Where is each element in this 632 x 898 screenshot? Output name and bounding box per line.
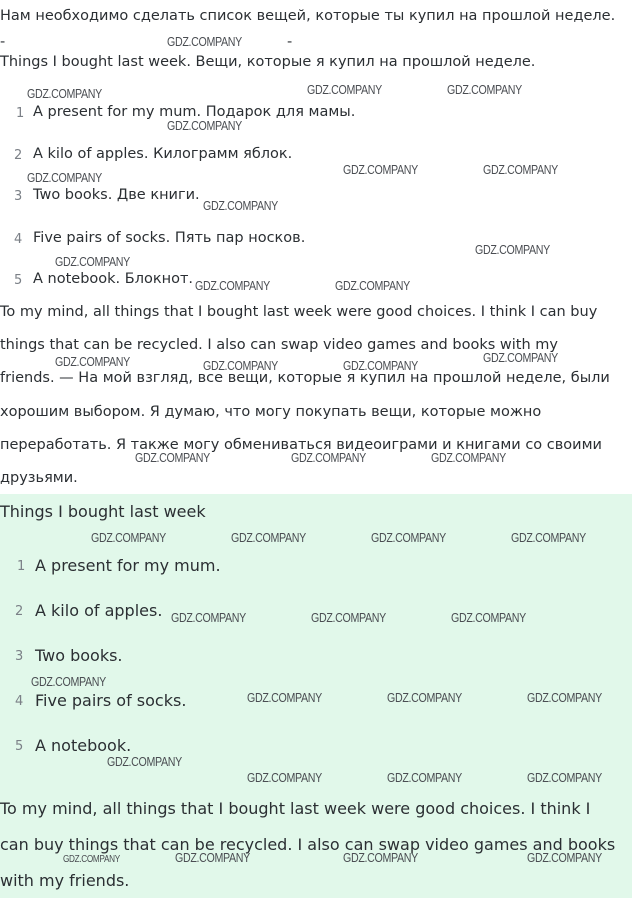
watermark: GDZ.COMPANY bbox=[527, 770, 602, 785]
watermark: GDZ.COMPANY bbox=[343, 358, 418, 373]
paragraph-line: things that can be recycled. I also can swap video games and books with my bbox=[0, 337, 558, 353]
watermark: GDZ.COMPANY bbox=[195, 278, 270, 293]
watermark: GDZ.COMPANY bbox=[167, 34, 242, 49]
list-item-number: 3 bbox=[14, 189, 23, 204]
watermark: GDZ.COMPANY bbox=[311, 610, 386, 625]
watermark: GDZ.COMPANY bbox=[387, 770, 462, 785]
list-item-number: 5 bbox=[14, 273, 23, 288]
answer-paragraph-line: To my mind, all things that I bought last week were good choices. I think I bbox=[0, 799, 591, 818]
list-item: Two books. bbox=[35, 646, 123, 665]
watermark: GDZ.COMPANY bbox=[27, 86, 102, 101]
watermark: GDZ.COMPANY bbox=[475, 242, 550, 257]
dash-right: - bbox=[287, 34, 293, 50]
watermark: GDZ.COMPANY bbox=[171, 610, 246, 625]
watermark: GDZ.COMPANY bbox=[343, 850, 418, 865]
list-item-number: 4 bbox=[15, 694, 24, 709]
watermark: GDZ.COMPANY bbox=[483, 350, 558, 365]
watermark: GDZ.COMPANY bbox=[335, 278, 410, 293]
list-item-number: 2 bbox=[14, 148, 23, 163]
list-item-number: 4 bbox=[14, 232, 23, 247]
list-item-number: 1 bbox=[17, 559, 26, 574]
watermark: GDZ.COMPANY bbox=[55, 254, 130, 269]
answer-paragraph-line: can buy things that can be recycled. I also can swap video games and books bbox=[0, 835, 616, 854]
list-item-number: 1 bbox=[16, 106, 25, 121]
dash-left: - bbox=[0, 34, 6, 50]
watermark: GDZ.COMPANY bbox=[27, 170, 102, 185]
watermark: GDZ.COMPANY bbox=[247, 770, 322, 785]
watermark: GDZ.COMPANY bbox=[387, 690, 462, 705]
list-item: A present for my mum. bbox=[35, 556, 221, 575]
list-item: A kilo of apples. Килограмм яблок. bbox=[33, 146, 293, 162]
watermark: GDZ.COMPANY bbox=[527, 850, 602, 865]
watermark: GDZ.COMPANY bbox=[483, 162, 558, 177]
watermark: GDZ.COMPANY bbox=[447, 82, 522, 97]
watermark: GDZ.COMPANY bbox=[107, 754, 182, 769]
watermark: GDZ.COMPANY bbox=[527, 690, 602, 705]
watermark: GDZ.COMPANY bbox=[203, 358, 278, 373]
watermark: GDZ.COMPANY bbox=[175, 850, 250, 865]
list-item: Five pairs of socks. bbox=[35, 691, 187, 710]
watermark: GDZ.COMPANY bbox=[231, 530, 306, 545]
watermark: GDZ.COMPANY bbox=[431, 450, 506, 465]
watermark: GDZ.COMPANY bbox=[247, 690, 322, 705]
watermark: GDZ.COMPANY bbox=[371, 530, 446, 545]
paragraph-line: друзьями. bbox=[0, 470, 78, 486]
watermark: GDZ.COMPANY bbox=[31, 674, 106, 689]
watermark: GDZ.COMPANY bbox=[91, 530, 166, 545]
watermark: GDZ.COMPANY bbox=[135, 450, 210, 465]
watermark: GDZ.COMPANY bbox=[291, 450, 366, 465]
list-item: A kilo of apples. bbox=[35, 601, 163, 620]
paragraph-line: friends. — На мой взгляд, все вещи, которые я купил на прошлой неделе, были bbox=[0, 370, 610, 386]
answer-paragraph-line: with my friends. bbox=[0, 871, 130, 890]
task-text: Нам необходимо сделать список вещей, которые ты купил на прошлой неделе. bbox=[0, 8, 616, 24]
watermark: GDZ.COMPANY bbox=[511, 530, 586, 545]
paragraph-line: хорошим выбором. Я думаю, что могу покупать вещи, которые можно bbox=[0, 404, 542, 420]
watermark: GDZ.COMPANY bbox=[307, 82, 382, 97]
list-item-number: 5 bbox=[15, 739, 24, 754]
watermark: GDZ.COMPANY bbox=[343, 162, 418, 177]
watermark: GDZ.COMPANY bbox=[55, 354, 130, 369]
list-item: Five pairs of socks. Пять пар носков. bbox=[33, 230, 306, 246]
watermark: GDZ.COMPANY bbox=[167, 118, 242, 133]
watermark: GDZ.COMPANY bbox=[203, 198, 278, 213]
list-item-number: 3 bbox=[15, 649, 24, 664]
heading: Things I bought last week. Вещи, которые я купил на прошлой неделе. bbox=[0, 54, 536, 70]
list-item-number: 2 bbox=[15, 604, 24, 619]
paragraph-line: переработать. Я также могу обмениваться видеоиграми и книгами со своими bbox=[0, 437, 602, 453]
list-item: A notebook. Блокнот. bbox=[33, 271, 194, 287]
watermark: GDZ.COMPANY bbox=[63, 854, 120, 865]
answer-heading: Things I bought last week bbox=[0, 502, 206, 521]
list-item: A present for my mum. Подарок для мамы. bbox=[33, 104, 356, 120]
list-item: Two books. Две книги. bbox=[33, 187, 200, 203]
list-item: A notebook. bbox=[35, 736, 132, 755]
paragraph-line: To my mind, all things that I bought last week were good choices. I think I can buy bbox=[0, 304, 598, 320]
watermark: GDZ.COMPANY bbox=[451, 610, 526, 625]
